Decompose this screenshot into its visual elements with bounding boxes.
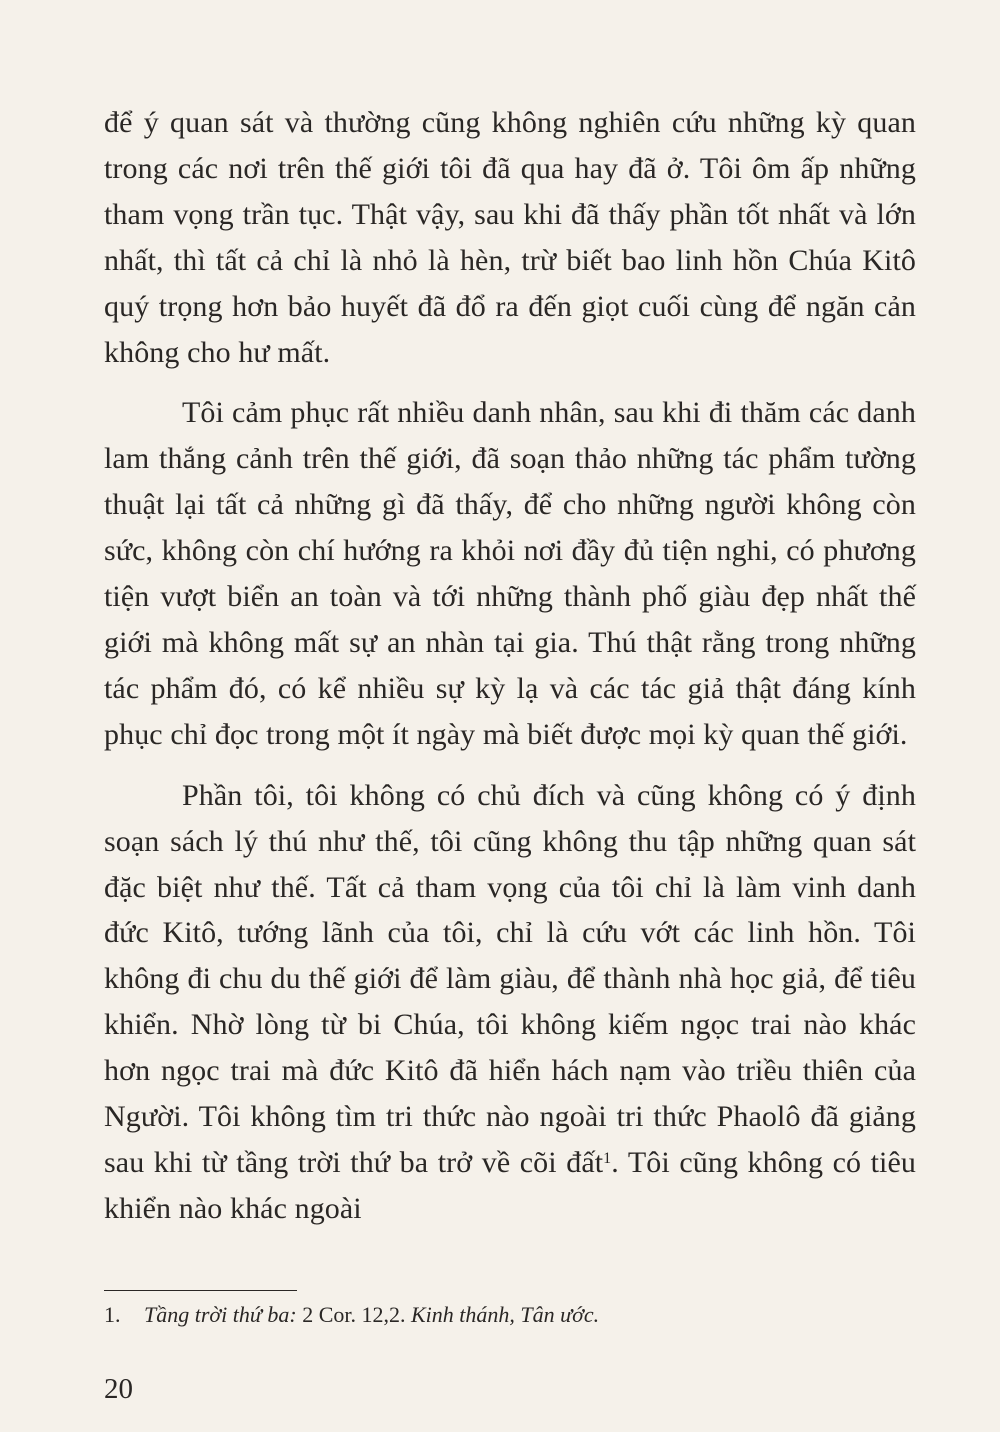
- footnote-number: 1.: [104, 1302, 121, 1327]
- paragraph-3-tail: . Tôi cũng không có tiêu khiển nào khác ngoài: [104, 1145, 916, 1225]
- paragraph-1: để ý quan sát và thường cũng không nghiên cứu những kỳ quan trong các nơi trên thế giới tôi đã qua hay đã ở. Tôi ôm ấp những tham vọng trần tục. Thật vậy, sau khi đã thấy phần tốt nhất và lớn nhất, thì tất cả chỉ là nhỏ là hèn, trừ biết bao linh hồn Chúa Kitô quý trọng hơn bảo huyết đã đổ ra đến giọt cuối cùng để ngăn cản không cho hư mất.: [104, 106, 916, 369]
- paragraph-3: [104, 773, 916, 1232]
- footnote: [104, 1300, 916, 1330]
- body-text: [104, 100, 916, 1232]
- footnote-divider: [104, 1290, 297, 1291]
- footnote-reference-text: 2 Cor. 12,2.: [296, 1302, 411, 1327]
- footnote-italic-lead: Tầng trời thứ ba:: [144, 1302, 297, 1327]
- paragraph-3-text: Phần tôi, tôi không có chủ đích và cũng không có ý định soạn sách lý thú như thế, tôi cũng không thu tập những quan sát đặc biệt như thế. Tất cả tham vọng của tôi chỉ là làm vinh danh đức Kitô, tướng lãnh của tôi, chỉ là cứu vớt các linh hồn. Tôi không đi chu du thế giới để làm giàu, để thành nhà học giả, để tiêu khiển. Nhờ lòng từ bi Chúa, tôi không kiếm ngọc trai nào khác hơn ngọc trai mà đức Kitô đã hiển hách nạm vào triều thiên của Người. Tôi không tìm tri thức nào ngoài tri thức Phaolô đã giảng sau khi từ tầng trời thứ ba trở về cõi đất: [104, 778, 916, 1179]
- footnote-italic-tail: Kinh thánh, Tân ước.: [411, 1302, 600, 1327]
- footnote-reference: 1: [603, 1149, 612, 1167]
- page-number: 20: [104, 1373, 133, 1405]
- paragraph-2: Tôi cảm phục rất nhiều danh nhân, sau khi đi thăm các danh lam thắng cảnh trên thế giới, đã soạn thảo những tác phẩm tường thuật lại tất cả những gì đã thấy, để cho những người không còn sức, không còn chí hướng ra khỏi nơi đầy đủ tiện nghi, có phương tiện vượt biển an toàn và tới những thành phố giàu đẹp nhất thế giới mà không mất sự an nhàn tại gia. Thú thật rằng trong những tác phẩm đó, có kể nhiều sự kỳ lạ và các tác giả thật đáng kính phục chỉ đọc trong một ít ngày mà biết được mọi kỳ quan thế giới.: [104, 396, 916, 751]
